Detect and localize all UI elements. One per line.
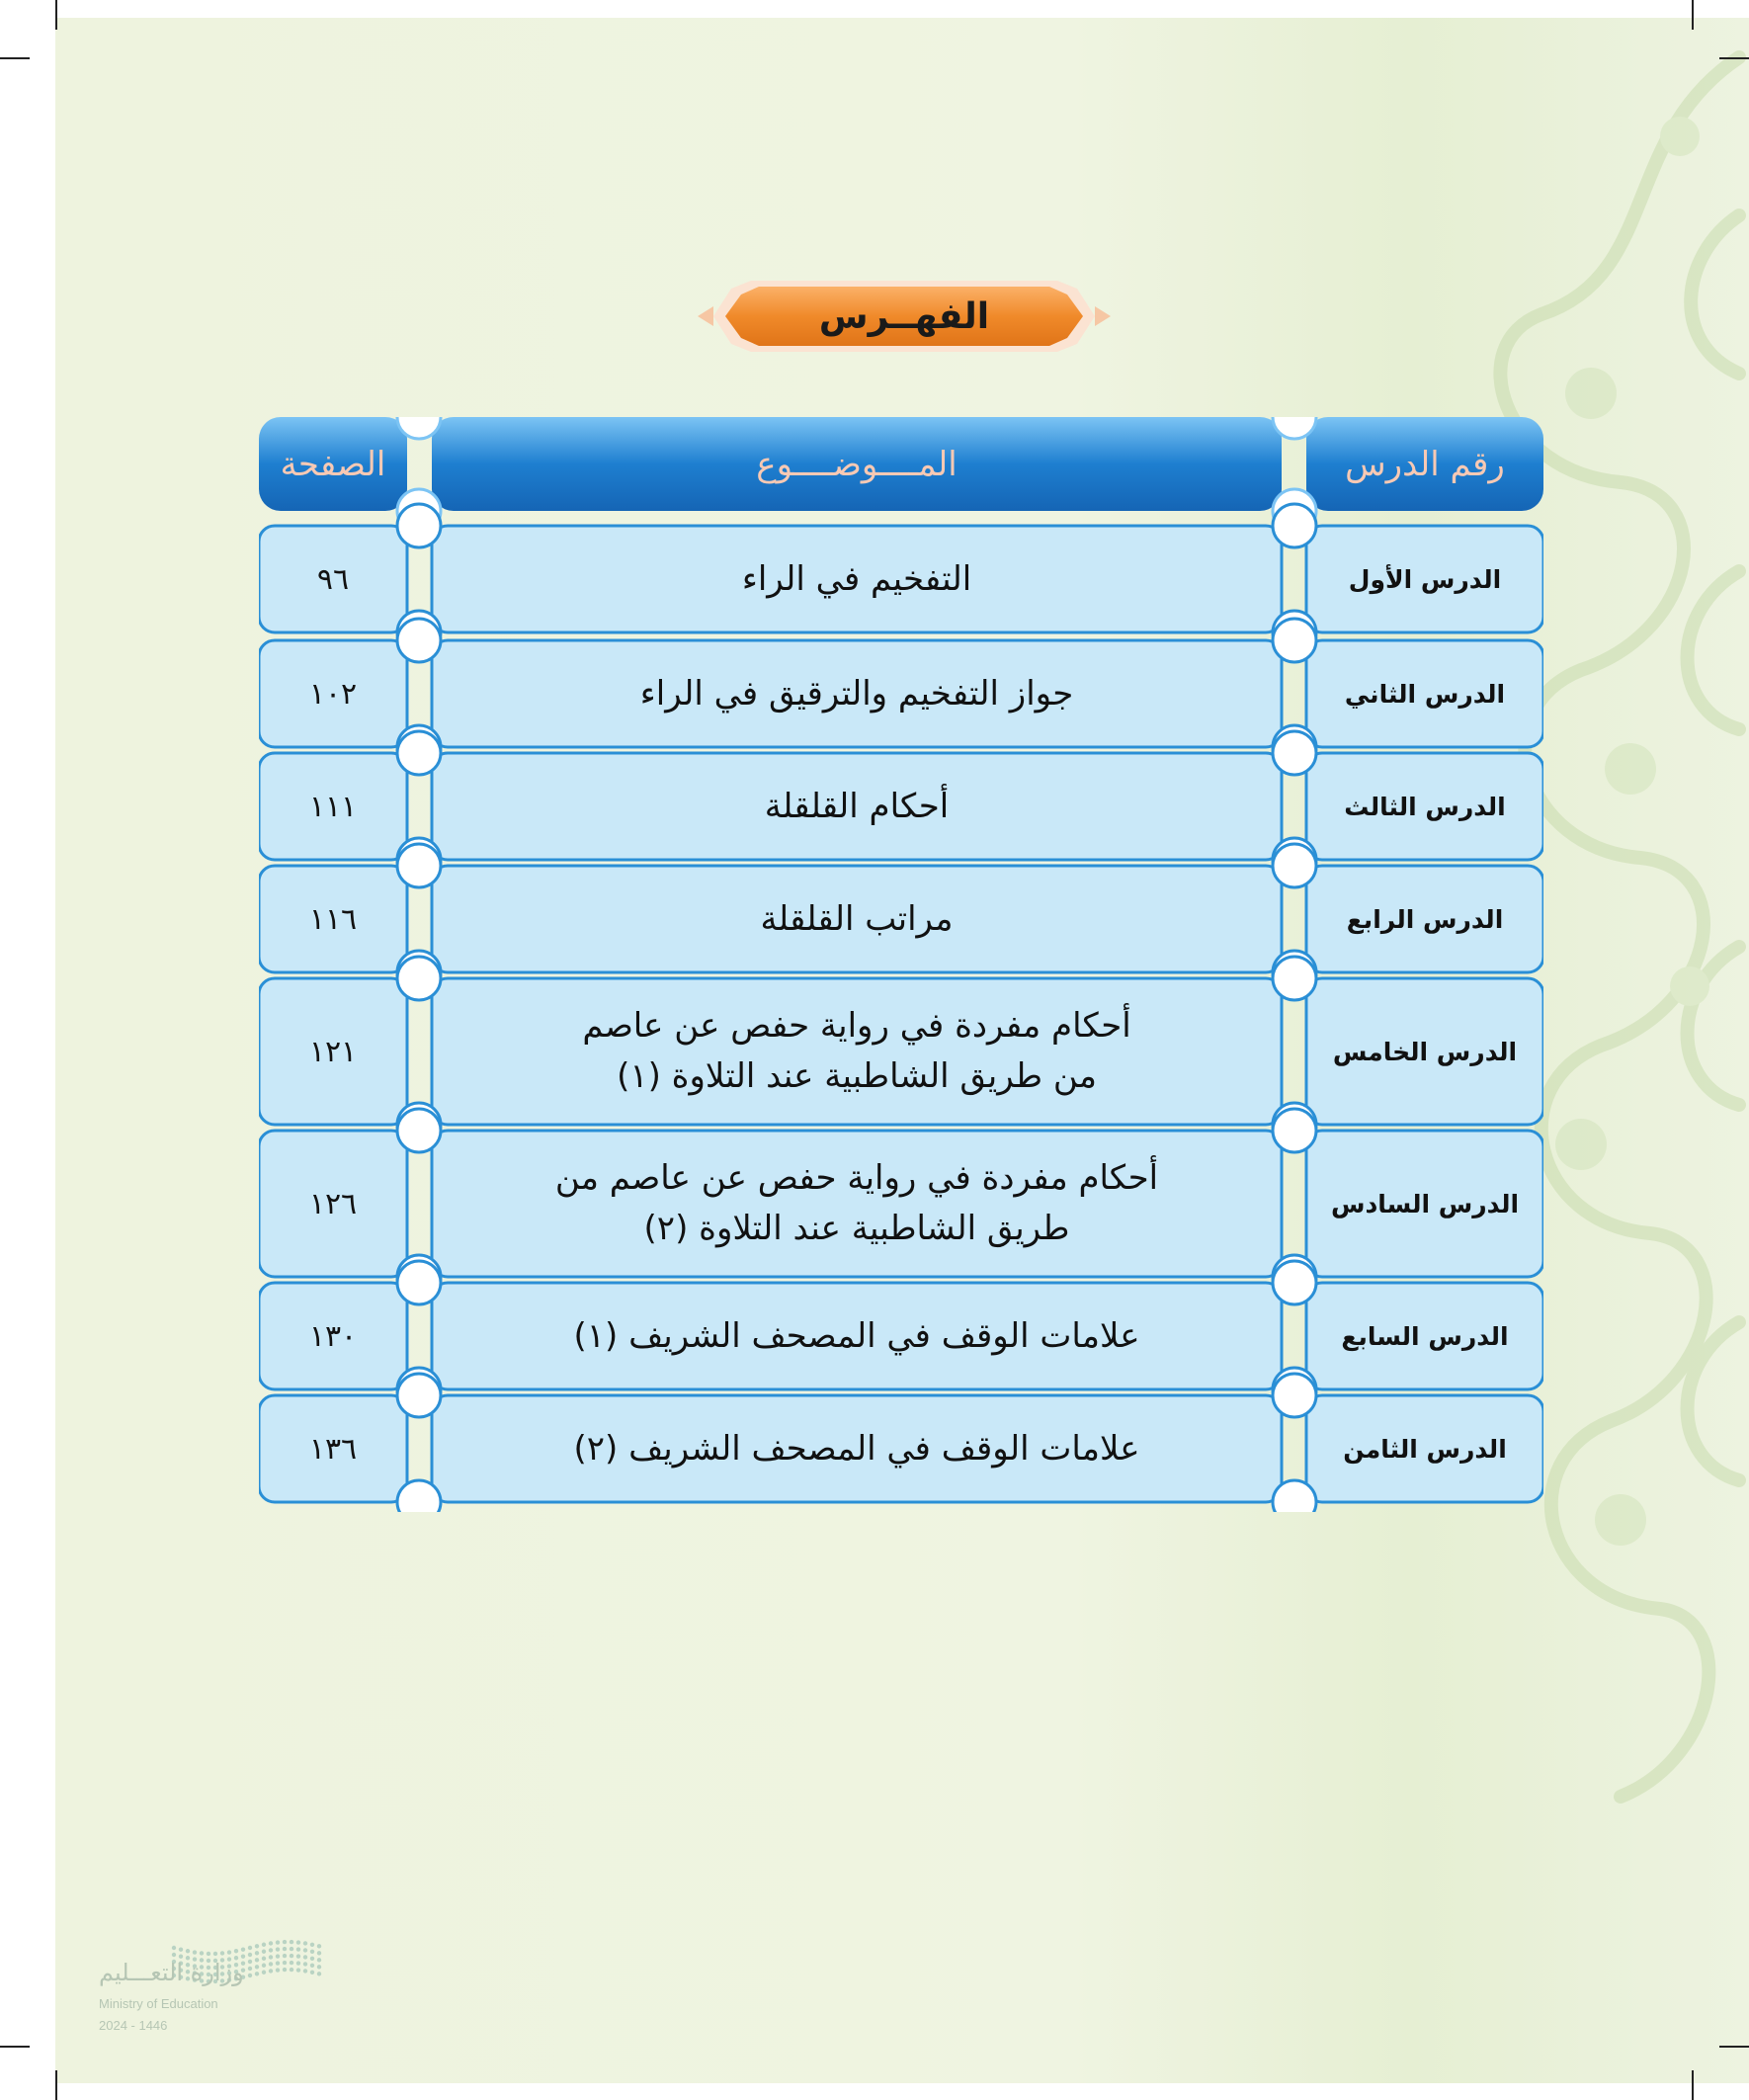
logo-dot: [234, 1949, 238, 1953]
crop-mark: [55, 2070, 57, 2100]
topic-line: أحكام مفردة في رواية حفص عن عاصم من: [554, 1158, 1159, 1198]
lesson-number-cell: الدرس السادس: [1330, 1189, 1520, 1218]
topic-cell: [432, 1395, 1282, 1502]
page-number-cell: ١٠٢: [308, 676, 358, 712]
logo-dot: [207, 1952, 210, 1956]
logo-dot: [172, 1946, 176, 1950]
table-row: [259, 1131, 1543, 1277]
topic-line: علامات الوقف في المصحف الشريف (٢): [573, 1428, 1140, 1469]
logo-dot: [303, 1969, 307, 1973]
table-row: [259, 1395, 1543, 1502]
logo-dot: [283, 1968, 287, 1972]
logo-dot: [283, 1961, 287, 1965]
logo-dot: [276, 1961, 280, 1965]
topic-line: طريق الشاطبية عند التلاوة (٢): [643, 1209, 1070, 1248]
page-number-cell: ١١٦: [308, 901, 358, 937]
logo-dot: [296, 1940, 300, 1944]
logo-dot: [269, 1948, 273, 1952]
topic-cell: [432, 1283, 1282, 1389]
page-number-cell: ١٣٦: [308, 1431, 358, 1467]
logo-dot: [276, 1947, 280, 1951]
logo-dot: [296, 1947, 300, 1951]
logo-dot: [310, 1964, 314, 1968]
topic-line: علامات الوقف في المصحف الشريف (١): [573, 1315, 1140, 1356]
table-row: [259, 640, 1543, 747]
logo-dot: [296, 1968, 300, 1972]
logo-dot: [317, 1944, 321, 1948]
topic-line: أحكام مفردة في رواية حفص عن عاصم: [582, 1006, 1131, 1046]
topic-cell: [432, 526, 1282, 632]
header-lesson-number: رقم الدرس: [1345, 444, 1505, 484]
topic-line: من طريق الشاطبية عند التلاوة (١): [617, 1056, 1097, 1096]
crop-mark: [55, 0, 57, 30]
header-page: الصفحة: [280, 444, 386, 484]
table-row: [259, 753, 1543, 860]
logo-dot: [283, 1947, 287, 1951]
logo-dot: [283, 1954, 287, 1958]
table-row: [259, 866, 1543, 972]
lesson-number-cell: الدرس الخامس: [1332, 1037, 1518, 1066]
logo-dot: [227, 1950, 231, 1954]
logo-dot: [290, 1947, 293, 1951]
logo-dot: [290, 1954, 293, 1958]
lesson-number-cell: الدرس الثامن: [1343, 1434, 1507, 1464]
page-number-cell: ١٢٦: [308, 1186, 358, 1221]
page-number-cell: ١٣٠: [308, 1318, 358, 1354]
logo-dot: [303, 1941, 307, 1945]
logo-dot: [220, 1951, 224, 1955]
logo-dot: [310, 1950, 314, 1954]
header-topic: المــــوضــــوع: [756, 444, 958, 484]
crop-mark: [1719, 2046, 1749, 2048]
table-row: [259, 978, 1543, 1125]
logo-dot: [276, 1940, 280, 1944]
logo-dot: [276, 1968, 280, 1972]
logo-dot: [186, 1949, 190, 1953]
logo-dot: [290, 1940, 293, 1944]
logo-dot: [296, 1954, 300, 1958]
logo-dot: [276, 1954, 280, 1958]
edition-year: 2024 - 1446: [99, 2018, 168, 2033]
lesson-number-cell: الدرس الرابع: [1346, 904, 1504, 934]
logo-dot: [310, 1943, 314, 1947]
logo-dot: [317, 1965, 321, 1969]
logo-dot: [255, 1951, 259, 1955]
logo-dot: [172, 1953, 176, 1957]
topic-cell: [432, 1131, 1282, 1277]
topic-line: جواز التفخيم والترقيق في الراء: [639, 673, 1074, 714]
topic-cell: [432, 640, 1282, 747]
logo-dot: [317, 1958, 321, 1962]
crop-mark: [1692, 2070, 1694, 2100]
ministry-name-english: Ministry of Education: [99, 1996, 218, 2011]
topic-line: التفخيم في الراء: [741, 558, 972, 599]
crop-mark: [1692, 0, 1694, 30]
logo-dot: [193, 1950, 197, 1954]
page-number-cell: ١٢١: [308, 1034, 358, 1069]
lesson-number-cell: الدرس السابع: [1341, 1321, 1509, 1351]
topic-line: أحكام القلقلة: [764, 786, 950, 826]
logo-dot: [303, 1962, 307, 1966]
page-number-cell: ١١١: [308, 789, 358, 824]
logo-dot: [310, 1971, 314, 1974]
logo-dot: [303, 1955, 307, 1959]
ministry-name-arabic: وزارة التعـــليم: [99, 1959, 244, 1986]
lesson-number-cell: الدرس الثالث: [1344, 792, 1506, 821]
crop-mark: [0, 2046, 30, 2048]
logo-dot: [213, 1952, 217, 1956]
logo-dot: [290, 1968, 293, 1972]
logo-dot: [317, 1951, 321, 1955]
topic-cell: [432, 753, 1282, 860]
table-row: [259, 1283, 1543, 1389]
logo-dot: [269, 1969, 273, 1973]
logo-dot: [248, 1953, 252, 1957]
logo-dot: [241, 1947, 245, 1951]
lesson-number-cell: الدرس الثاني: [1344, 679, 1506, 709]
crop-mark: [1719, 57, 1749, 59]
logo-dot: [269, 1941, 273, 1945]
logo-dot: [248, 1946, 252, 1950]
topic-cell: [432, 866, 1282, 972]
logo-dot: [179, 1947, 183, 1951]
topic-cell: [432, 978, 1282, 1125]
index-title: الفهــرس: [818, 295, 990, 337]
logo-dot: [296, 1961, 300, 1965]
topic-line: مراتب القلقلة: [760, 898, 954, 939]
logo-dot: [262, 1950, 266, 1954]
lesson-number-cell: الدرس الأول: [1348, 564, 1502, 594]
crop-mark: [0, 57, 30, 59]
logo-dot: [269, 1955, 273, 1959]
page-number-cell: ٩٦: [316, 561, 350, 597]
logo-dot: [283, 1940, 287, 1944]
logo-dot: [262, 1943, 266, 1947]
table-row: [259, 526, 1543, 632]
logo-dot: [290, 1961, 293, 1965]
logo-dot: [269, 1962, 273, 1966]
logo-dot: [317, 1972, 321, 1975]
logo-dot: [200, 1951, 204, 1955]
logo-dot: [255, 1944, 259, 1948]
logo-dot: [303, 1948, 307, 1952]
logo-dot: [310, 1957, 314, 1961]
